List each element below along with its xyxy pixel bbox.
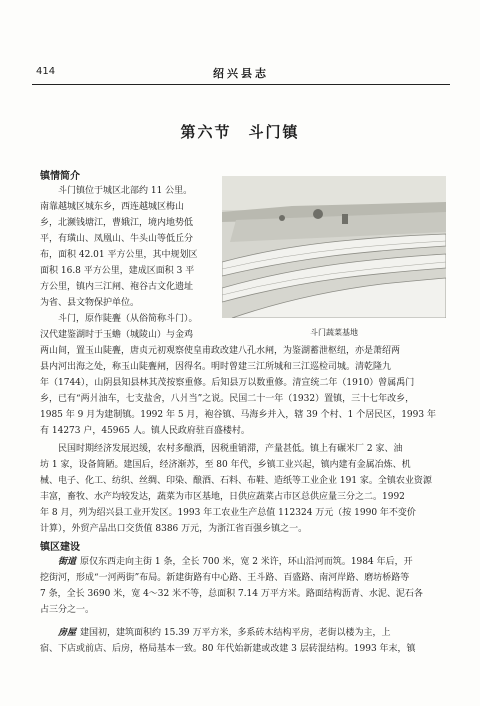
photo-caption: 斗门蔬菜基地	[310, 328, 358, 337]
text-line-content: 建国初，建筑面积约 15.39 万平方米，多系砖木结构平房，老街以楼为主，上	[80, 628, 391, 638]
text-line	[40, 602, 444, 618]
text-line	[40, 247, 216, 263]
text-line-content: 乡，已有“两爿油车，七支盐舍，八爿当”之说。民国二十一年（1932）置镇，三十七年改乡，	[40, 394, 415, 404]
text-line-content: 乡，北濒钱塘江，曹娥江，境内地势低	[40, 218, 194, 228]
text-line	[40, 554, 444, 570]
text-line-content: 南靠越城区城东乡，西连越城区梅山	[40, 202, 185, 212]
text-line-content: 为省、县文物保护单位。	[40, 298, 140, 308]
text-line-content: 民国时期经济发展迟缓，农村多酿酒，因税重销滞，产量甚低。镇上有碾米厂 2 家、油	[58, 444, 403, 454]
overview-column-text	[40, 183, 216, 343]
text-line	[40, 231, 216, 247]
text-line	[40, 570, 444, 586]
vegetable-base-photo	[222, 176, 446, 318]
text-line-content: 年 8 月，列为绍兴县工业开发区。1993 年工农业生产总值 112324 万元（按 1990 年不变价	[40, 508, 416, 518]
text-line	[40, 505, 444, 521]
text-line-content: 有 14273 户，45965 人。镇人民政府驻百盛楼村。	[40, 426, 250, 436]
page-header	[32, 66, 450, 82]
text-line-content: 计算），外贸产品出口交货值 8386 万元，为浙江省百强乡镇之一。	[40, 524, 308, 534]
streets-paragraph	[40, 554, 444, 618]
text-line	[40, 423, 444, 439]
text-line-content: 1985 年 9 月为建制镇。1992 年 5 月，袍谷镇、马海乡并入，辖 39 个村、1 个居民区，1993 年	[40, 410, 436, 420]
text-line	[40, 489, 444, 505]
text-line-content: 两山间，置玉山陡亹，唐贞元初观察使皇甫政改建八孔水闸，为鉴湖蓄泄枢纽，亦是萧绍两	[40, 346, 401, 356]
header-rule	[32, 84, 450, 85]
text-line-content: 坊 1 家，设备简陋。建国后，经济渐苏，至 80 年代，乡镇工业兴起，镇内建有金属冶炼、机	[40, 460, 411, 470]
text-line	[40, 473, 444, 489]
paragraph-lead-term: 房屋	[58, 628, 77, 638]
overview-wide-text	[40, 343, 444, 439]
text-line	[40, 521, 444, 537]
housing-paragraph	[40, 625, 444, 657]
text-line	[40, 586, 444, 602]
text-line-content: 汉代建鉴湖时于玉蟾（城陵山）与金鸡	[40, 330, 194, 340]
section-heading-overview: 镇情简介	[40, 171, 80, 182]
text-line	[40, 625, 444, 641]
text-line	[40, 407, 444, 423]
text-line-content: 7 条，全长 3690 米，宽 4～32 米不等，总面积 7.14 万平方米。路面结构沥青、水泥、泥石各	[40, 589, 423, 599]
text-line-content: 械、电子、化工、纺织、丝绸、印染、酿酒、石料、布鞋、造纸等工业企业 191 家。全镇农业资源	[40, 476, 432, 486]
greenhouse-photo-drawing	[222, 176, 446, 318]
chapter-title: 第六节 斗门镇	[180, 123, 300, 141]
text-line-content: 斗门，原作陡亹（从俗简称斗门）。	[58, 314, 198, 324]
text-line-content: 占三分之一。	[40, 605, 95, 615]
paragraph-lead-term: 街道	[58, 557, 77, 567]
text-line-content: 丰富，畜牧、水产均较发达，蔬菜为市区基地，日供应蔬菜占市区总供应量三分之二。1992	[40, 492, 405, 502]
text-line-content: 年（1744），山阴县知县林其茂按察重修。后知县万以数重修。清宣统二年（1910）曾属禹门	[40, 378, 415, 388]
text-line	[40, 311, 216, 327]
text-line	[40, 183, 216, 199]
text-line-content: 原仅东西走向主街 1 条，全长 700 米，宽 2 米许，环山沿河而筑。1984 年后，开	[80, 557, 413, 567]
economy-paragraph	[40, 441, 444, 537]
text-line	[40, 359, 444, 375]
text-line	[40, 215, 216, 231]
text-line-content: 面积 16.8 平方公里，建成区面积 3 平	[40, 266, 195, 276]
text-line	[40, 263, 216, 279]
text-line	[40, 641, 444, 657]
text-line-content: 挖街河，形成“一河两街”布局。新建街路有中心路、王斗路、百盛路、南河岸路、磨坊桥路等	[40, 573, 410, 583]
text-line	[40, 327, 216, 343]
section-heading-construction: 镇区建设	[40, 542, 80, 553]
text-line	[40, 441, 444, 457]
text-line	[40, 457, 444, 473]
text-line	[40, 295, 216, 311]
running-title: 绍兴县志	[213, 67, 269, 80]
text-line-content: 布，面积 42.01 平方公里，其中规划区	[40, 250, 198, 260]
text-line-content: 斗门镇位于城区北部约 11 公里。	[58, 186, 193, 196]
text-line	[40, 391, 444, 407]
text-line-content: 平，有璜山、凤凰山、牛头山等低丘分	[40, 234, 194, 244]
text-line-content: 方公里，镇内三江闸、袍谷古文化遗址	[40, 282, 194, 292]
text-line	[40, 343, 444, 359]
text-line	[40, 279, 216, 295]
text-line-content: 宿、下店或前店、后房，格局基本一致。80 年代始新建或改建 3 层砖混结构。1993 年末，镇	[40, 644, 416, 654]
text-line	[40, 375, 444, 391]
text-line	[40, 199, 216, 215]
page-number: 414	[36, 66, 56, 77]
text-line-content: 县内河出海之处，称玉山陡亹闸，因得名。明时曾建三江所城和三江巡检司城。清乾隆九	[40, 362, 392, 372]
